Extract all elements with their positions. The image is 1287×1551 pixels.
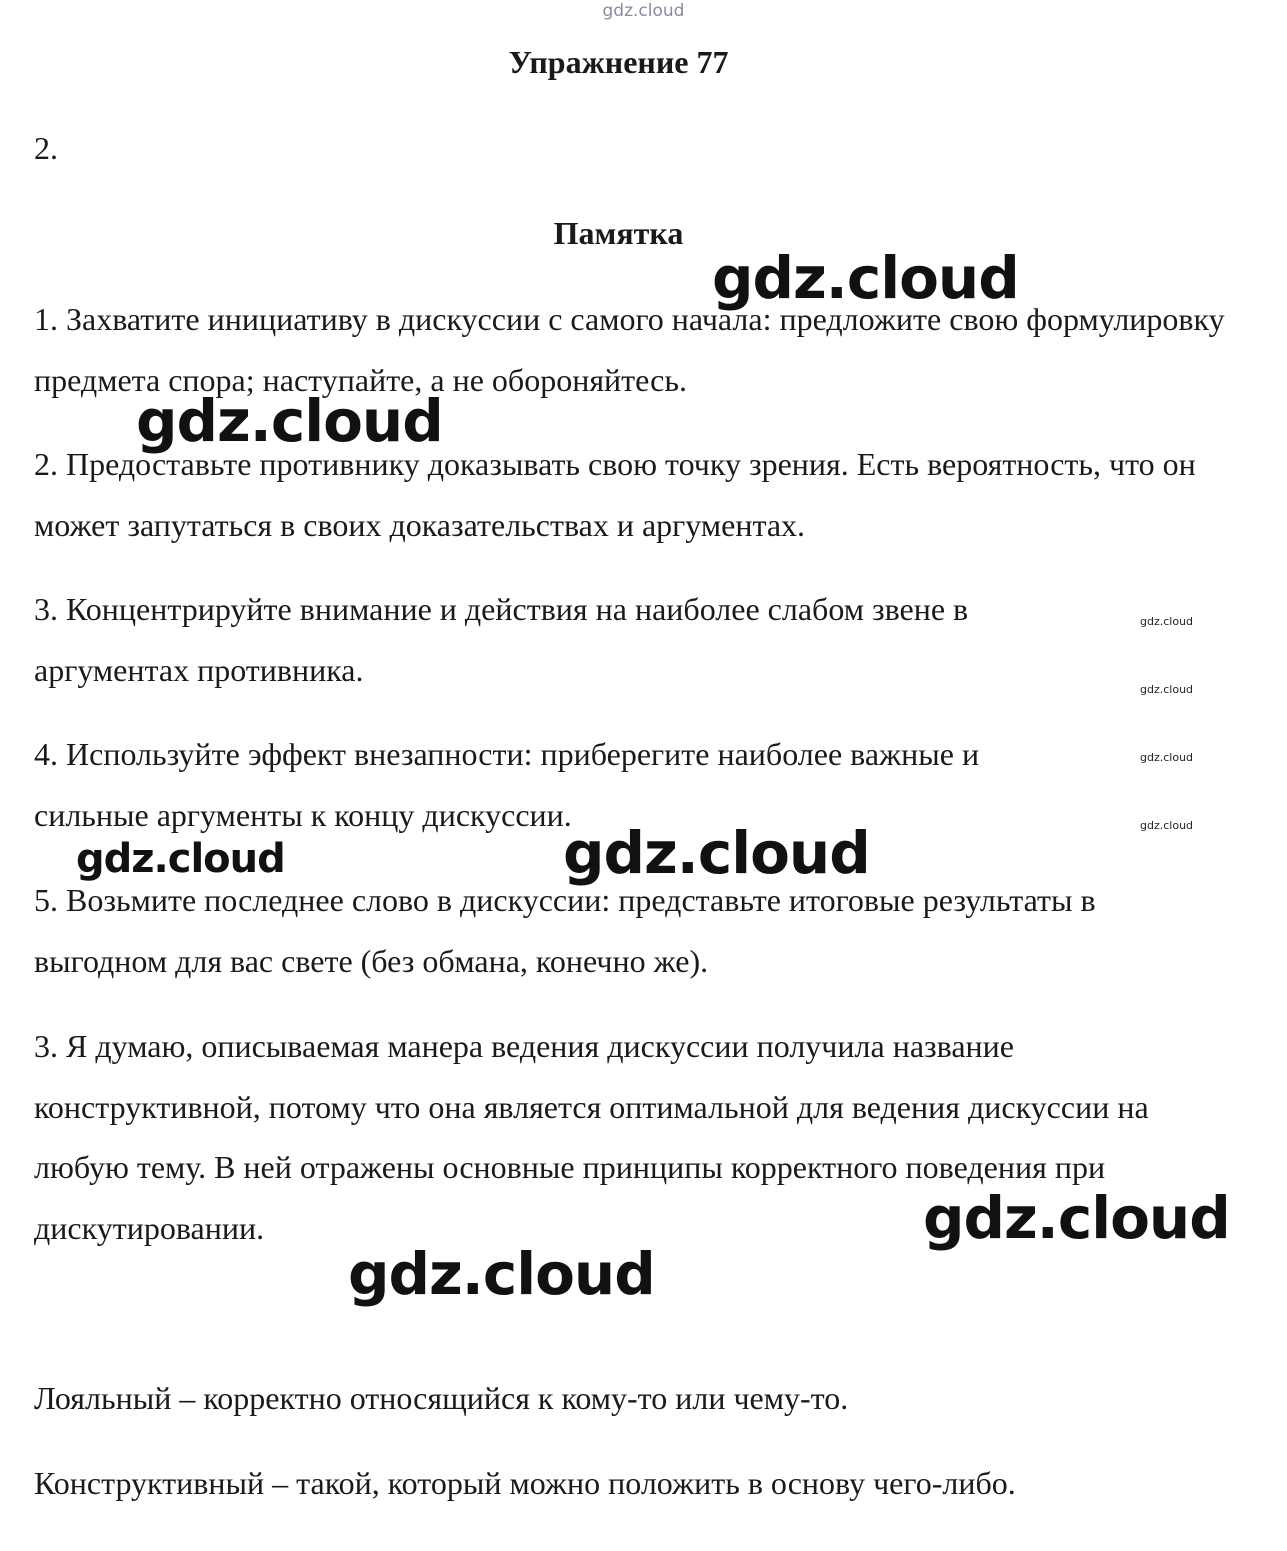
small-watermark: gdz.cloud: [1140, 751, 1194, 764]
small-watermark: gdz.cloud: [1140, 683, 1194, 696]
definition-constructive: Конструктивный – такой, который можно положить в основу чего-либо.: [34, 1465, 1016, 1501]
memo-item-5: 5. Возьмите последнее слово в дискуссии: представьте итоговые результаты в выгодном для вас свете (без обмана, конечно же).: [34, 882, 1096, 979]
small-watermark: gdz.cloud: [1140, 615, 1194, 628]
memo-item-4: 4. Используйте эффект внезапности: приберегите наиболее важные и сильные аргументы к концу дискуссии.: [34, 736, 980, 833]
answer-3: 3. Я думаю, описываемая манера ведения дискуссии получила название конструктивной, потому что она является оптимальной для ведения дискуссии на любую тему. В ней отражены основные принципы корректного поведения при дискутировании.: [34, 1028, 1149, 1246]
small-watermark: gdz.cloud: [1140, 819, 1194, 832]
memo-heading: Памятка: [553, 215, 684, 251]
memo-item-2: 2. Предоставьте противнику доказывать свою точку зрения. Есть вероятность, что он может запутаться в своих доказательствах и аргументах.: [34, 446, 1196, 543]
watermark-logo: gdz.cloud: [348, 1240, 655, 1308]
watermark-logo: gdz.cloud: [923, 1184, 1230, 1252]
page-title: Упражнение 77: [508, 44, 729, 80]
task-number: 2.: [34, 130, 58, 166]
top-watermark: gdz.cloud: [602, 1, 685, 21]
watermark-logo: gdz.cloud: [76, 836, 285, 882]
memo-item-1: 1. Захватите инициативу в дискуссии с самого начала: предложите свою формулировку предмета спора; наступайте, а не обороняйтесь.: [34, 301, 1225, 398]
watermark-logo: gdz.cloud: [563, 819, 870, 887]
watermark-logo: gdz.cloud: [136, 387, 443, 455]
memo-item-3: 3. Концентрируйте внимание и действия на наиболее слабом звене в аргументах противника.: [34, 591, 969, 688]
definition-loyal: Лояльный – корректно относящийся к кому-то или чему-то.: [34, 1380, 849, 1416]
watermark-logo: gdz.cloud: [712, 244, 1019, 312]
